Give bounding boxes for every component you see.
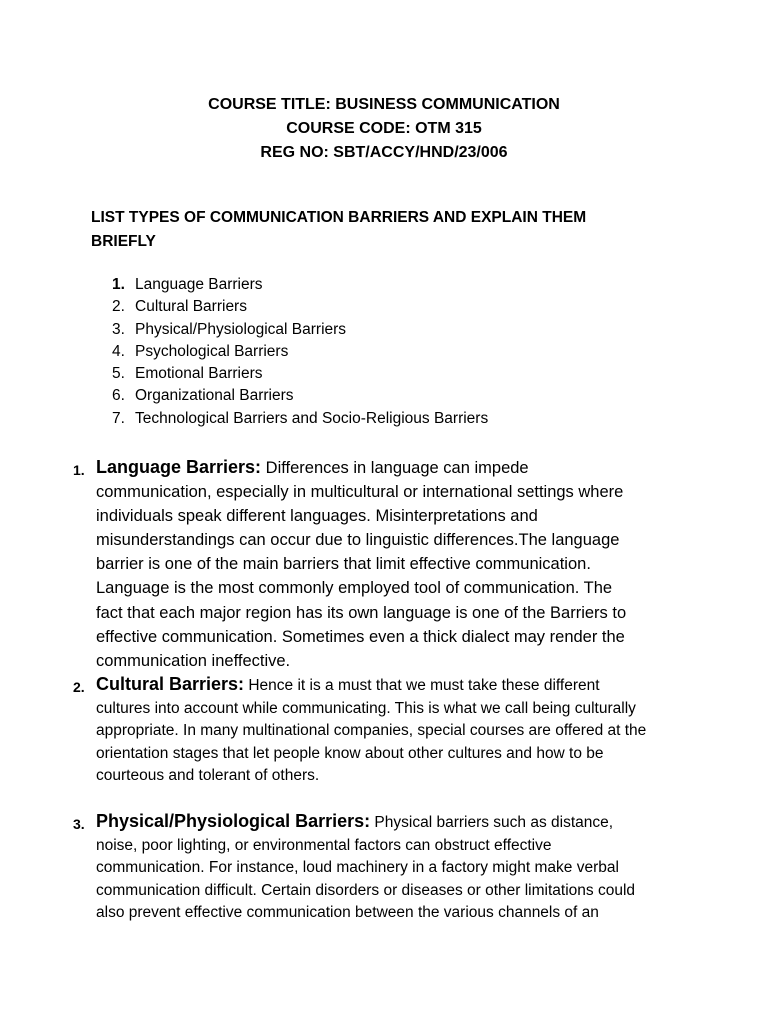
course-title: COURSE TITLE: BUSINESS COMMUNICATION <box>208 96 560 113</box>
section-line: orientation stages that let people know about other cultures and how to be <box>96 744 604 762</box>
section-line: barrier is one of the main barriers that limit effective communication. <box>96 555 591 574</box>
section-heading: Cultural Barriers: <box>96 674 245 694</box>
section-text: Physical barriers such as distance, <box>370 814 614 831</box>
list-label: Organizational Barriers <box>135 387 294 405</box>
section-heading: Language Barriers: <box>96 457 262 477</box>
question-heading <box>91 206 651 254</box>
list-number: 7. <box>112 409 125 427</box>
list-label: Language Barriers <box>135 276 263 293</box>
section-number: 1. <box>73 462 85 478</box>
list-number: 1. <box>112 276 125 293</box>
list-label: Psychological Barriers <box>135 342 289 360</box>
section-line: cultures into account while communicating. This is what we call being culturally <box>96 699 636 717</box>
section-line <box>96 455 686 480</box>
section-line: appropriate. In many multinational companies, special courses are offered at the <box>96 722 647 739</box>
section-line: also prevent effective communication between the various channels of an <box>96 904 599 921</box>
section-line: communication, especially in multicultural or international settings where <box>96 483 624 502</box>
list-item <box>112 274 488 296</box>
section-number: 2. <box>73 679 85 695</box>
section-line: communication. For instance, loud machinery in a factory might make verbal <box>96 859 619 876</box>
barrier-list <box>112 274 488 430</box>
document-header <box>0 93 768 165</box>
section-line: noise, poor lighting, or environmental factors can obstruct effective <box>96 836 552 854</box>
list-number: 6. <box>112 387 125 405</box>
list-label: Emotional Barriers <box>135 365 263 383</box>
list-item <box>112 319 488 341</box>
section-line: individuals speak different languages. Misinterpretations and <box>96 507 538 526</box>
section-line: effective communication. Sometimes even a thick dialect may render the <box>96 627 625 646</box>
section-line <box>96 673 686 698</box>
section-heading: Physical/Physiological Barriers: <box>96 811 371 831</box>
section-line: Language is the most commonly employed tool of communication. The <box>96 579 613 598</box>
list-label: Cultural Barriers <box>135 298 247 316</box>
list-number: 3. <box>112 320 125 338</box>
section-text: Differences in language can impede <box>261 459 529 477</box>
section-line: misunderstandings can occur due to linguistic differences.The language <box>96 531 620 550</box>
section-text: Hence it is a must that we must take these different <box>244 677 600 694</box>
section-language-barriers <box>73 455 686 673</box>
list-label: Physical/Physiological Barriers <box>135 320 347 338</box>
question-line-1: LIST TYPES OF COMMUNICATION BARRIERS AND EXPLAIN THEM <box>91 209 587 226</box>
section-line: fact that each major region has its own language is one of the Barriers to <box>96 603 627 622</box>
reg-number: REG NO: SBT/ACCY/HND/23/006 <box>260 144 508 161</box>
list-item <box>112 363 488 385</box>
section-line: communication difficult. Certain disorders or diseases or other limitations could <box>96 881 636 899</box>
list-item <box>112 408 488 430</box>
section-line: courteous and tolerant of others. <box>96 767 320 784</box>
list-item <box>112 385 488 407</box>
section-line <box>96 810 686 835</box>
question-line-2: BRIEFLY <box>91 233 156 250</box>
course-code: COURSE CODE: OTM 315 <box>286 120 482 137</box>
section-cultural-barriers <box>73 673 686 788</box>
list-number: 2. <box>112 298 125 316</box>
section-number: 3. <box>73 816 85 832</box>
list-item <box>112 296 488 318</box>
list-label: Technological Barriers and Socio-Religious Barriers <box>135 409 489 427</box>
list-number: 5. <box>112 365 125 383</box>
list-number: 4. <box>112 342 125 360</box>
section-line: communication ineffective. <box>96 651 291 670</box>
section-physical-barriers <box>73 810 686 925</box>
list-item <box>112 341 488 363</box>
